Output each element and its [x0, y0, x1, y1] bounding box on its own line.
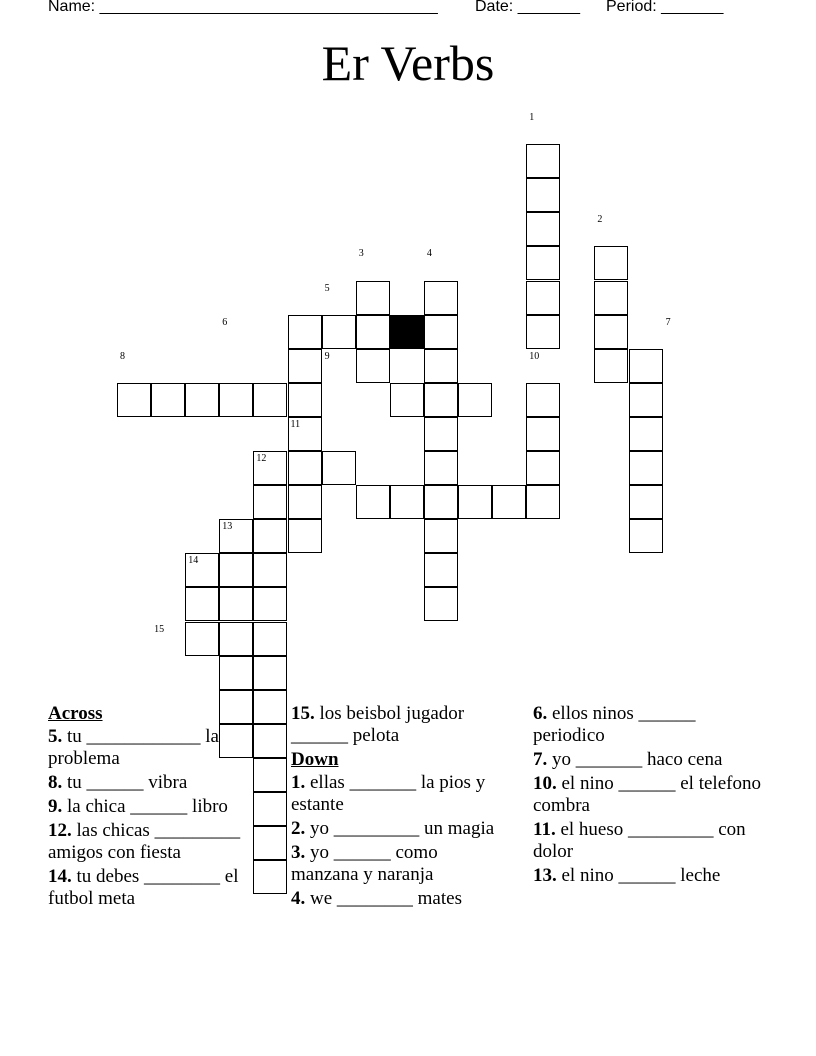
clues-column-1	[48, 703, 263, 912]
clue-item: 8. tu ______ vibra	[48, 772, 188, 793]
grid-cell[interactable]	[219, 656, 253, 690]
clue-item: 5. tu ____________ la problema	[48, 726, 219, 769]
across-clue-list	[48, 726, 263, 910]
grid-cell[interactable]	[253, 485, 287, 519]
grid-cell[interactable]	[594, 349, 628, 383]
grid-clue-number: 11	[290, 418, 301, 430]
grid-clue-number: 1	[529, 112, 535, 123]
date-field-label: Date: _______	[475, 0, 580, 15]
grid-clue-number: 12	[256, 453, 267, 464]
grid-cell[interactable]	[458, 383, 492, 417]
grid-cell[interactable]	[526, 246, 560, 280]
grid-cell[interactable]	[424, 315, 458, 349]
grid-cell[interactable]	[356, 281, 390, 315]
clue-item: 2. yo _________ un magia	[291, 818, 495, 839]
clues-column-3	[533, 703, 763, 889]
page-title: Er Verbs	[321, 35, 495, 91]
grid-cell[interactable]	[594, 246, 628, 280]
grid-cell[interactable]	[288, 349, 322, 383]
grid-cell[interactable]	[288, 519, 322, 553]
grid-cell[interactable]	[185, 587, 219, 621]
grid-cell[interactable]	[629, 383, 663, 417]
grid-cell[interactable]	[526, 281, 560, 315]
grid-cell[interactable]	[424, 519, 458, 553]
grid-cell[interactable]	[526, 144, 560, 178]
clue-item: 15. los beisbol jugador ______ pelota	[291, 703, 465, 746]
grid-cell[interactable]	[322, 315, 356, 349]
grid-cell[interactable]	[322, 451, 356, 485]
grid-cell[interactable]	[253, 553, 287, 587]
period-field-label: Period: _______	[606, 0, 724, 15]
grid-cell[interactable]	[151, 383, 185, 417]
grid-cell[interactable]	[629, 451, 663, 485]
grid-cell[interactable]	[424, 485, 458, 519]
grid-cell[interactable]	[356, 315, 390, 349]
grid-clue-number: 3	[358, 248, 364, 260]
grid-clue-number: 2	[597, 214, 603, 226]
across-heading: Across	[48, 703, 103, 724]
grid-cell[interactable]	[288, 315, 322, 349]
grid-cell[interactable]	[424, 281, 458, 315]
grid-cell[interactable]	[526, 178, 560, 212]
grid-black-cell	[390, 315, 424, 349]
grid-cell[interactable]	[629, 485, 663, 519]
grid-cell[interactable]	[356, 485, 390, 519]
grid-cell[interactable]	[629, 349, 663, 383]
grid-cell[interactable]	[219, 383, 253, 417]
grid-cell[interactable]	[219, 622, 253, 656]
grid-cell[interactable]	[424, 417, 458, 451]
grid-clue-number: 13	[222, 521, 233, 533]
clue-item: 6. ellos ninos ______ periodico	[533, 703, 696, 746]
grid-cell[interactable]	[253, 656, 287, 690]
grid-cell[interactable]	[219, 553, 253, 587]
grid-cell[interactable]	[117, 383, 151, 417]
grid-clue-number: 9	[324, 350, 330, 362]
grid-cell[interactable]	[253, 383, 287, 417]
grid-clue-number: 14	[188, 555, 199, 567]
grid-cell[interactable]	[458, 485, 492, 519]
grid-cell[interactable]	[424, 383, 458, 417]
clue-item: 9. la chica ______ libro	[48, 796, 228, 817]
clues-column-2	[291, 703, 506, 912]
grid-cell[interactable]	[356, 349, 390, 383]
clue-item: 13. el nino ______ leche	[533, 865, 721, 886]
grid-clue-number: 7	[665, 316, 671, 328]
clue-item: 3. yo ______ como manzana y naranja	[291, 842, 438, 885]
grid-cell[interactable]	[288, 383, 322, 417]
name-field-label: Name: ______________________________________	[48, 0, 438, 15]
grid-cell[interactable]	[526, 451, 560, 485]
grid-cell[interactable]	[253, 587, 287, 621]
grid-clue-number: 6	[222, 316, 228, 328]
grid-cell[interactable]	[288, 485, 322, 519]
grid-cell[interactable]	[629, 519, 663, 553]
grid-cell[interactable]	[526, 212, 560, 246]
grid-cell[interactable]	[219, 587, 253, 621]
grid-cell[interactable]	[390, 383, 424, 417]
grid-cell[interactable]	[424, 349, 458, 383]
grid-cell[interactable]	[526, 315, 560, 349]
clue-item: 11. el hueso _________ con dolor	[533, 819, 746, 862]
grid-cell[interactable]	[424, 553, 458, 587]
grid-cell[interactable]	[424, 451, 458, 485]
grid-cell[interactable]	[594, 315, 628, 349]
grid-cell[interactable]	[390, 485, 424, 519]
clue-item: 4. we ________ mates	[291, 888, 462, 909]
grid-clue-number: 4	[426, 248, 432, 260]
grid-cell[interactable]	[253, 519, 287, 553]
down-clue-list	[291, 772, 506, 910]
clue-item: 12. las chicas _________ amigos con fiesta	[48, 820, 241, 863]
clue-item: 1. ellas _______ la pios y estante	[291, 772, 486, 815]
clue-item: 14. tu debes ________ el futbol meta	[48, 866, 239, 909]
grid-clue-number: 5	[324, 282, 330, 294]
grid-clue-number: 8	[120, 350, 125, 362]
grid-cell[interactable]	[185, 383, 219, 417]
grid-cell[interactable]	[185, 622, 219, 656]
down-heading: Down	[291, 749, 339, 770]
grid-cell[interactable]	[288, 451, 322, 485]
grid-cell[interactable]	[629, 417, 663, 451]
clue-item: 10. el nino ______ el telefono combra	[533, 773, 761, 816]
grid-cell[interactable]	[594, 281, 628, 315]
grid-clue-number: 15	[154, 623, 165, 635]
clue-item: 7. yo _______ haco cena	[533, 749, 723, 770]
grid-cell[interactable]	[526, 485, 560, 519]
grid-cell[interactable]	[492, 485, 526, 519]
grid-cell[interactable]	[424, 587, 458, 621]
grid-cell[interactable]	[526, 417, 560, 451]
grid-clue-number: 10	[529, 350, 540, 362]
down-clue-list-continued	[533, 703, 763, 887]
grid-cell[interactable]	[526, 383, 560, 417]
grid-cell[interactable]	[253, 622, 287, 656]
